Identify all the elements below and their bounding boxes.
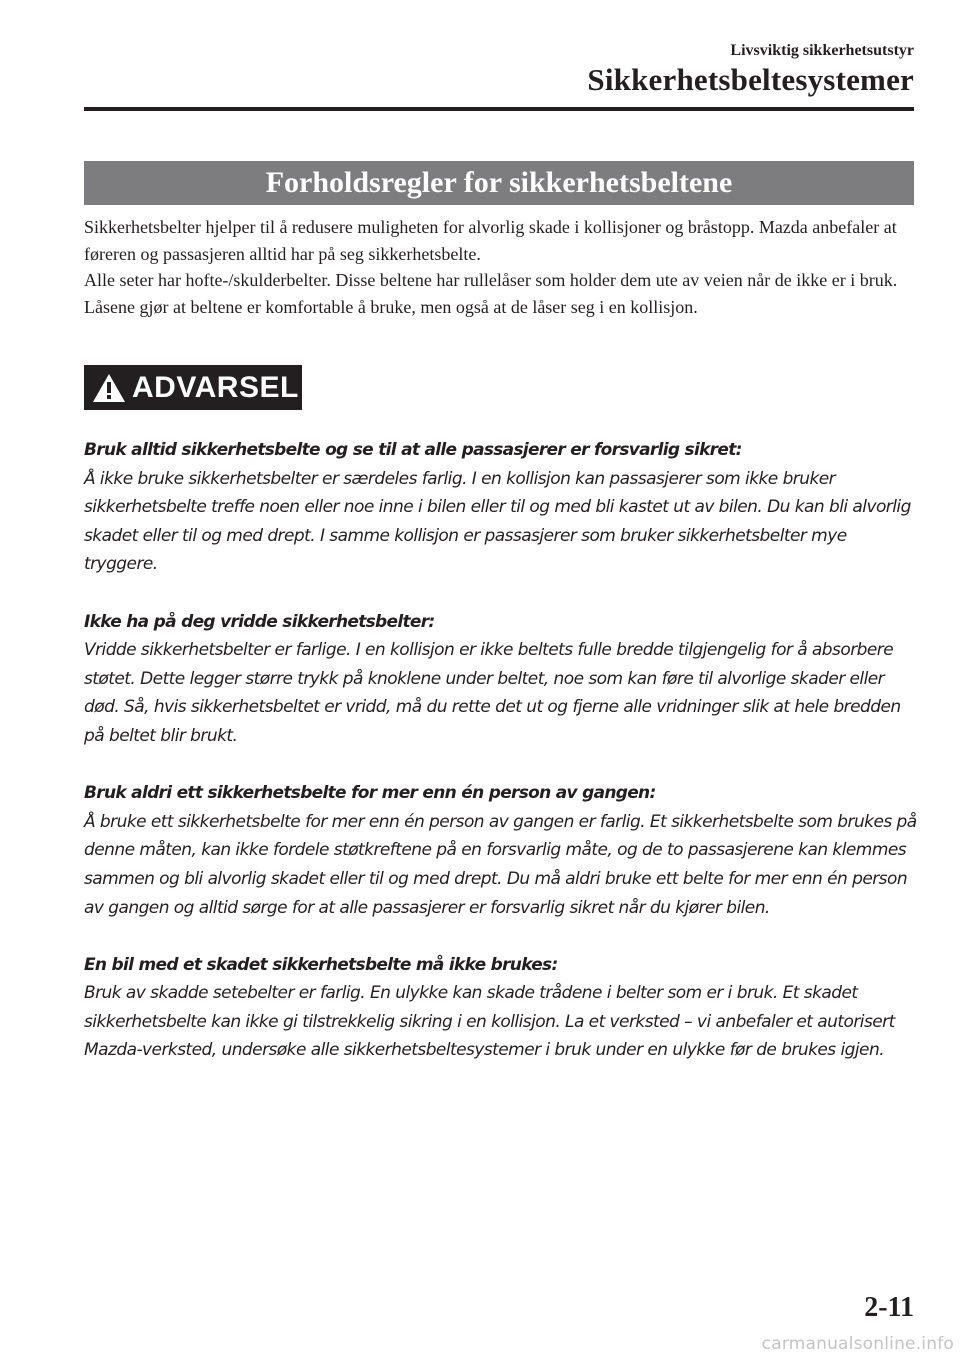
running-header-title: Sikkerhetsbeltesystemer xyxy=(587,62,914,97)
intro-paragraph: Alle seter har hofte-/skulderbelter. Disse beltene har rullelåser som holder dem ute av veien når de ikke er i bruk. Låsene gjør at beltene er komfortable å bruke, men også at de låser seg i en kollisjon. xyxy=(84,270,898,317)
warning-item xyxy=(84,951,924,1065)
warning-heading: Bruk aldri ett sikkerhetsbelte for mer enn én person av gangen: xyxy=(84,783,656,804)
warning-heading: En bil med et skadet sikkerhetsbelte må ikke brukes: xyxy=(84,954,558,975)
intro-paragraph: Sikkerhetsbelter hjelper til å redusere muligheten for alvorlig skade i kollisjoner og bråstopp. Mazda anbefaler at føreren og passasjeren alltid har på seg sikkerhetsbelte. xyxy=(84,217,897,264)
running-header-section: Livsviktig sikkerhetsutstyr xyxy=(730,42,914,59)
warning-body: Vridde sikkerhetsbelter er farlige. I en kollisjon er ikke beltets fulle bredde tilgjengelig for å absorbere støtet. Dette legger større trykk på knoklene under beltet, noe som kan føre til alvorlige skader eller død. Så, hvis sikkerhetsbeltet er vridd, må du rette det ut og fjerne alle vridninger slik at hele bredden på beltet blir brukt. xyxy=(84,640,901,746)
intro-text xyxy=(84,214,924,320)
watermark-text: carmanualsonline.info xyxy=(761,1334,954,1354)
warning-body: Å ikke bruke sikkerhetsbelter er særdeles farlig. I en kollisjon kan passasjerer som ikke bruker sikkerhetsbelte treffe noen eller noe inne i bilen eller til og med bli kastet ut av bilen. Du kan bli alvorlig skadet eller til og med drept. I samme kollisjon er passasjerer som bruker sikkerhetsbelter mye tryggere. xyxy=(84,468,911,575)
warning-body: Bruk av skadde setebelter er farlig. En ulykke kan skade trådene i belter som er i bruk. Et skadet sikkerhetsbelte kan ikke gi tilstrekkelig sikring i en kollisjon. La et verksted – vi anbefaler et autorisert Mazda-verksted, undersøke alle sikkerhetsbeltesystemer i bruk under en ulykke før de brukes igjen. xyxy=(84,983,895,1061)
warning-triangle-icon xyxy=(88,365,130,410)
warning-heading: Ikke ha på deg vridde sikkerhetsbelter: xyxy=(84,611,435,632)
page-number: 2-11 xyxy=(864,1292,914,1323)
warning-list xyxy=(84,436,924,1094)
warning-body: Å bruke ett sikkerhetsbelte for mer enn én person av gangen er farlig. Et sikkerhetsbelte som brukes på denne måten, kan ikke fordele støtkreftene på en forsvarlig måte, og de to passasjerene kan klemmes sammen og bli alvorlig skadet eller til og med drept. Du må aldri bruke ett belte for mer enn én person av gangen og alltid sørge for at alle passasjerer er forsvarlig sikret når du kjører bilen. xyxy=(84,811,917,918)
warning-item xyxy=(84,608,924,751)
warning-label: ADVARSEL xyxy=(132,370,299,404)
warning-item xyxy=(84,436,924,579)
warning-heading: Bruk alltid sikkerhetsbelte og se til at alle passasjerer er forsvarlig sikret: xyxy=(84,440,742,460)
header-divider xyxy=(84,107,914,111)
section-title-banner: Forholdsregler for sikkerhetsbeltene xyxy=(84,161,914,205)
warning-item xyxy=(84,779,924,922)
warning-badge xyxy=(84,365,302,410)
